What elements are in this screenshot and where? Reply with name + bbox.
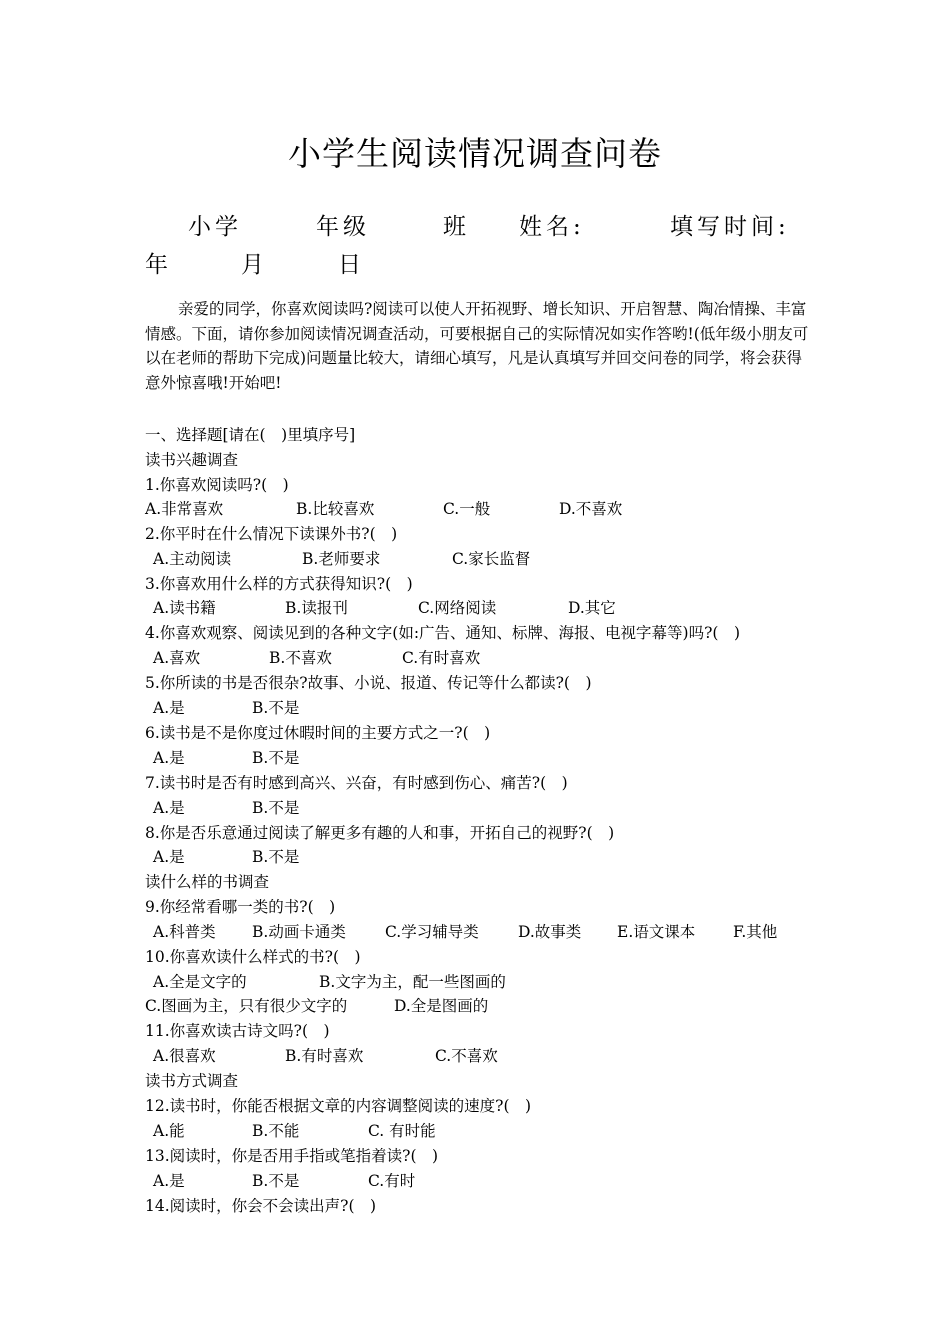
q9-option-a: A.科普类 xyxy=(153,923,216,941)
month-label: 月 xyxy=(241,252,264,278)
q8-option-a: A.是 xyxy=(153,848,185,866)
q10-option-d: D.全是图画的 xyxy=(394,997,489,1015)
question-5: 5.你所读的书是否很杂?故事、小说、报道、传记等什么都读?( ) xyxy=(145,674,592,692)
q4-option-c: C.有时喜欢 xyxy=(402,649,481,667)
q4-option-a: A.喜欢 xyxy=(153,649,201,667)
q7-option-b: B.不是 xyxy=(252,799,300,817)
q9-option-c: C.学习辅导类 xyxy=(385,923,479,941)
q10-option-c: C.图画为主，只有很少文字的 xyxy=(145,997,348,1015)
question-13: 13.阅读时，你是否用手指或笔指着读?( ) xyxy=(145,1147,439,1165)
q1-option-a: A.非常喜欢 xyxy=(145,500,224,518)
question-3: 3.你喜欢用什么样的方式获得知识?( ) xyxy=(145,575,413,593)
question-4: 4.你喜欢观察、阅读见到的各种文字(如:广告、通知、标牌、海报、电视字幕等)吗?( ) xyxy=(145,624,741,642)
subsection-heading: 读书方式调查 xyxy=(145,1072,239,1090)
q13-option-c: C.有时 xyxy=(368,1172,416,1190)
q5-option-b: B.不是 xyxy=(252,699,300,717)
fill-date-label: 填写时间: xyxy=(670,214,790,240)
q2-option-a: A.主动阅读 xyxy=(153,550,232,568)
intro-paragraph: 亲爱的同学，你喜欢阅读吗?阅读可以使人开拓视野、增长知识、开启智慧、陶冶情操、丰富情感。下面，请你参加阅读情况调查活动，可要根据自己的实际情况如实作答哟!(低年级小朋友可以在老师的帮助下完成)问题量比较大，请细心填写，凡是认真填写并回交问卷的同学，将会获得意外惊喜哦!开始吧! xyxy=(145,300,809,392)
q6-option-a: A.是 xyxy=(153,749,185,767)
subsection-heading: 读书兴趣调查 xyxy=(145,451,239,469)
question-2: 2.你平时在什么情况下读课外书?( ) xyxy=(145,525,398,543)
question-10: 10.你喜欢读什么样式的书?( ) xyxy=(145,948,361,966)
school-label: 小学 xyxy=(188,214,242,240)
class-label: 班 xyxy=(443,214,470,240)
q6-option-b: B.不是 xyxy=(252,749,300,767)
q13-option-b: B.不是 xyxy=(252,1172,300,1190)
q3-option-b: B.读报刊 xyxy=(285,599,348,617)
question-7: 7.读书时是否有时感到高兴、兴奋，有时感到伤心、痛苦?( ) xyxy=(145,774,568,792)
q10-option-b: B.文字为主，配一些图画的 xyxy=(319,973,506,991)
q1-option-b: B.比较喜欢 xyxy=(296,500,375,518)
year-label: 年 xyxy=(145,252,168,278)
question-14: 14.阅读时，你会不会读出声?( ) xyxy=(145,1197,377,1215)
q11-option-b: B.有时喜欢 xyxy=(285,1047,364,1065)
q5-option-a: A.是 xyxy=(153,699,185,717)
section-heading: 一、选择题[请在( )里填序号] xyxy=(145,426,356,444)
q13-option-a: A.是 xyxy=(153,1172,185,1190)
page-title: 小学生阅读情况调查问卷 xyxy=(288,134,662,173)
q3-option-a: A.读书籍 xyxy=(153,599,216,617)
q2-option-b: B.老师要求 xyxy=(302,550,381,568)
q9-option-b: B.动画卡通类 xyxy=(252,923,346,941)
subsection-heading: 读什么样的书调查 xyxy=(145,873,270,891)
q11-option-c: C.不喜欢 xyxy=(435,1047,498,1065)
q10-option-a: A.全是文字的 xyxy=(153,973,247,991)
question-8: 8.你是否乐意通过阅读了解更多有趣的人和事，开拓自己的视野?( ) xyxy=(145,824,615,842)
grade-label: 年级 xyxy=(316,214,370,240)
name-label: 姓名: xyxy=(519,214,585,240)
q11-option-a: A.很喜欢 xyxy=(153,1047,216,1065)
q1-option-c: C.一般 xyxy=(443,500,491,518)
question-12: 12.读书时，你能否根据文章的内容调整阅读的速度?( ) xyxy=(145,1097,532,1115)
day-label: 日 xyxy=(338,252,361,278)
q12-option-c: C. 有时能 xyxy=(368,1122,436,1140)
q12-option-b: B.不能 xyxy=(252,1122,300,1140)
q3-option-c: C.网络阅读 xyxy=(418,599,497,617)
question-9: 9.你经常看哪一类的书?( ) xyxy=(145,898,336,916)
q8-option-b: B.不是 xyxy=(252,848,300,866)
question-6: 6.读书是不是你度过休暇时间的主要方式之一?( ) xyxy=(145,724,491,742)
q9-option-f: F.其他 xyxy=(733,923,778,941)
q2-option-c: C.家长监督 xyxy=(452,550,531,568)
q9-option-e: E.语文课本 xyxy=(617,923,696,941)
q4-option-b: B.不喜欢 xyxy=(269,649,332,667)
q9-option-d: D.故事类 xyxy=(518,923,582,941)
q1-option-d: D.不喜欢 xyxy=(559,500,623,518)
question-11: 11.你喜欢读古诗文吗?( ) xyxy=(145,1022,330,1040)
q7-option-a: A.是 xyxy=(153,799,185,817)
question-1: 1.你喜欢阅读吗?( ) xyxy=(145,476,289,494)
q12-option-a: A.能 xyxy=(153,1122,185,1140)
q3-option-d: D.其它 xyxy=(568,599,616,617)
